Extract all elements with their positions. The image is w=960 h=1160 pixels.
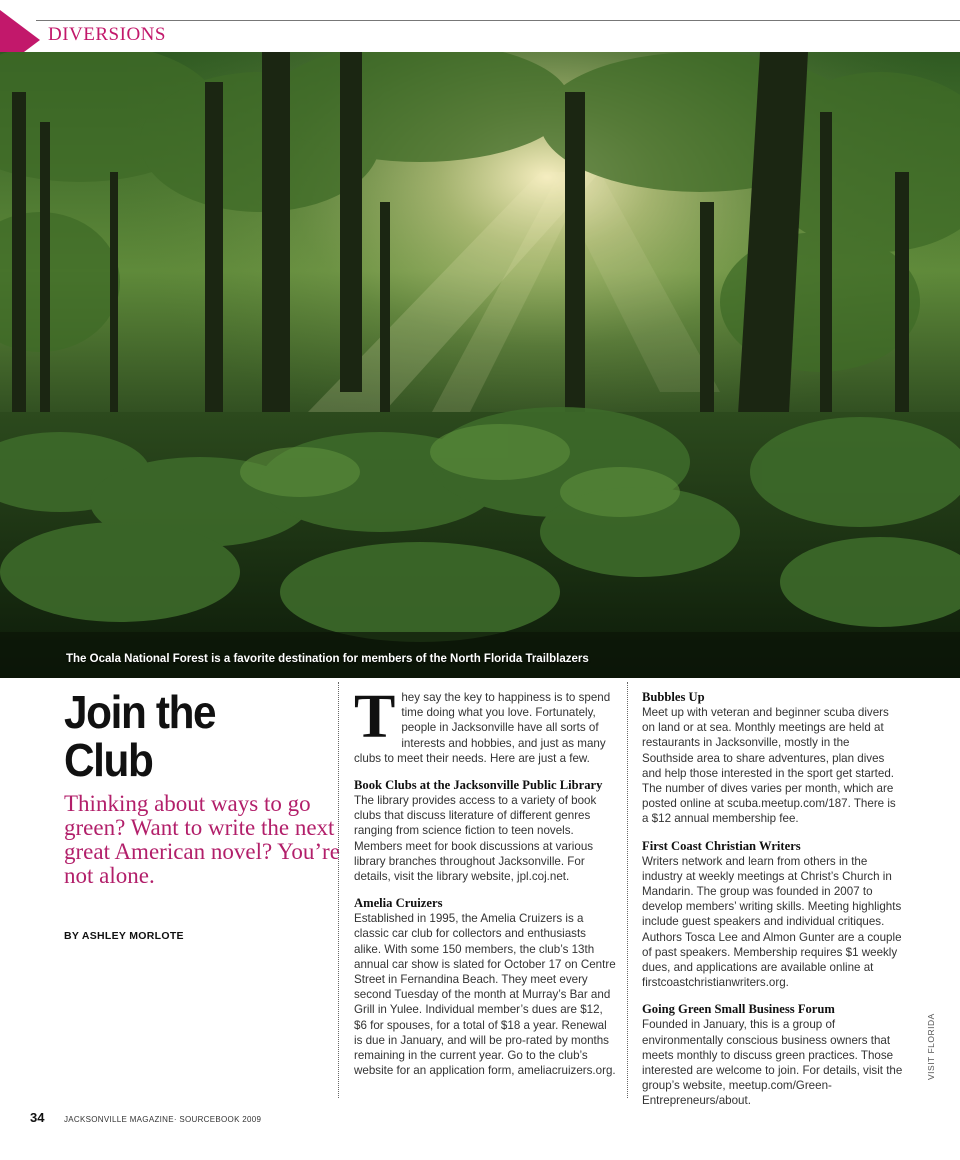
header-rule: [36, 20, 960, 21]
article-column-middle: [354, 683, 616, 1078]
section-label: DIVERSIONS: [48, 24, 166, 45]
headline-line: Club: [64, 734, 153, 786]
article-headline: [64, 688, 312, 784]
club-heading: Bubbles Up: [642, 690, 705, 704]
article-byline: BY ASHLEY MORLOTE: [64, 930, 184, 942]
club-heading: Amelia Cruizers: [354, 896, 443, 911]
club-heading: First Coast Christian Writers: [642, 838, 801, 853]
club-text: The library provides access to a variety of book clubs that discuss literature of different genres ranging from science fiction to teen novels. Members meet for book discussions at various library branches throughout Jacksonville. For details, visit the library website, jpl.coj.net.: [354, 794, 597, 884]
club-text: Writers network and learn from others in the industry at weekly meetings at Christ’s Church in Mandarin. The group was founded in 2007 to develop members’ writing skills. Meeting highlights include guest speakers and individual critiques. Authors Tosca Lee and Almon Gunter are a couple of past speakers. Membership requires $1 weekly dues, and applications are available online at firstcoastchristianwriters.org.: [642, 854, 902, 990]
publication-name: JACKSONVILLE MAGAZINE· SOURCEBOOK 2009: [64, 1115, 262, 1124]
article-column-right: [642, 690, 904, 1109]
club-text: Meet up with veteran and beginner scuba divers on land or at sea. Monthly meetings are held at restaurants in Jacksonville, mostly in the Southside area to share adventures, plan dives and help those interested in the sport get started. The number of dives varies per month, which are posted online at scuba.meetup.com/187. There is a $12 annual membership fee.: [642, 706, 896, 826]
photo-caption: The Ocala National Forest is a favorite destination for members of the North Florida Trailblazers: [66, 653, 589, 665]
column-divider: [627, 682, 628, 1098]
headline-line: Join the: [64, 686, 216, 738]
intro-paragraph: [354, 683, 616, 766]
club-text: Founded in January, this is a group of environmentally conscious business owners that meets monthly to discuss green practices. Those interested are welcome to join. For details, visit the group’s website, meetup.com/Green-Entrepreneurs/about.: [642, 1018, 903, 1108]
forest-photo: [0, 52, 960, 678]
column-divider: [338, 682, 339, 1098]
article-deck: Thinking about ways to go green? Want to write the next great American novel? You’re not alone.: [64, 791, 340, 888]
page-number: 34: [30, 1110, 45, 1125]
drop-cap: T: [354, 683, 396, 751]
intro-text: hey say the key to happiness is to spend time doing what you love. Fortunately, people in Jacksonville have all sorts of interests and hobbies, and just as many clubs to meet their needs. Here are just a few.: [354, 691, 611, 765]
club-heading: Book Clubs at the Jacksonville Public Library: [354, 778, 603, 793]
club-text: Established in 1995, the Amelia Cruizers is a classic car club for collectors and enthusiasts alike. With some 150 members, the club’s 13th annual car show is slated for October 17 on Centre Street in Fernandina Beach. They meet every second Tuesday of the month at Murray’s Bar and Grill in Yulee. Individual member’s dues are $12, $6 for spouses, for a total of $18 a year. Renewal is due in January, and will be pro-rated by months remaining in the current year. Go to the club’s website for an application form, ameliacruizers.org.: [354, 912, 616, 1078]
section-header: [0, 0, 960, 52]
photo-credit: VISIT FLORIDA: [926, 1013, 936, 1080]
club-heading: Going Green Small Business Forum: [642, 1002, 835, 1017]
